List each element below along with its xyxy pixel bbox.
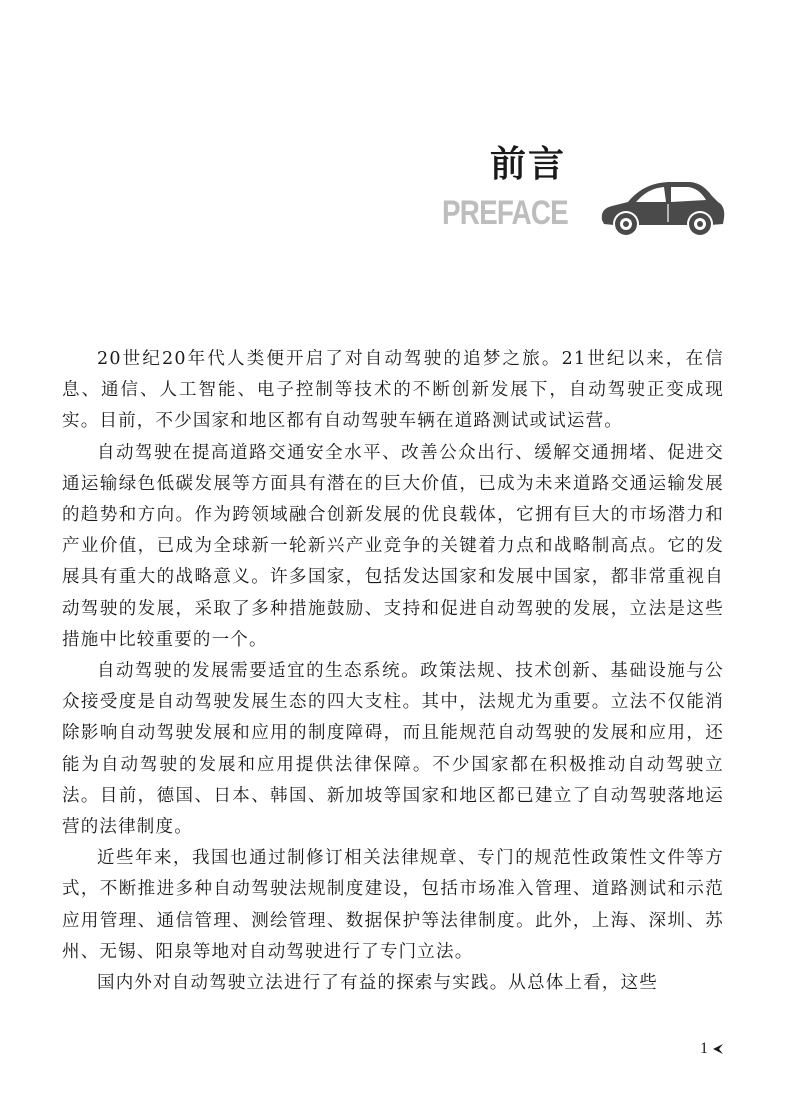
paragraph: 自动驾驶的发展需要适宜的生态系统。政策法规、技术创新、基础设施与公众接受度是自动驾驶发展生态的四大支柱。其中，法规尤为重要。立法不仅能消除影响自动驾驶发展和应用的制度障碍，而且能规范自动驾驶的发展和应用，还能为自动驾驶的发展和应用提供法律保障。不少国家都在积极推动自动驾驶立法。目前，德国、日本、韩国、新加坡等国家和地区都已建立了自动驾驶落地运营的法律制度。	[62, 661, 724, 838]
page-number: 1	[700, 1040, 708, 1057]
page-subtitle: PREFACE	[442, 194, 568, 232]
car-icon	[598, 178, 726, 238]
paragraph: 国内外对自动驾驶立法进行了有益的探索与实践。从总体上看，这些	[97, 973, 658, 994]
paragraph: 20世纪20年代人类便开启了对自动驾驶的追梦之旅。21世纪以来，在信息、通信、人工智能、电子控制等技术的不断创新发展下，自动驾驶正变成现实。目前，不少国家和地区都有自动驾驶车辆在道路测试或试运营。	[62, 349, 724, 432]
paragraph: 近些年来，我国也通过制修订相关法律规章、专门的规范性政策性文件等方式，不断推进多种自动驾驶法规制度建设，包括市场准入管理、道路测试和示范应用管理、通信管理、测绘管理、数据保护等法律制度。此外，上海、深圳、苏州、无锡、阳泉等地对自动驾驶进行了专门立法。	[62, 848, 724, 962]
paragraph: 自动驾驶在提高道路交通安全水平、改善公众出行、缓解交通拥堵、促进交通运输绿色低碳发展等方面具有潜在的巨大价值，已成为未来道路交通运输发展的趋势和方向。作为跨领域融合创新发展的优良载体，它拥有巨大的市场潜力和产业价值，已成为全球新一轮新兴产业竞争的关键着力点和战略制高点。它的发展具有重大的战略意义。许多国家，包括发达国家和发展中国家，都非常重视自动驾驶的发展，采取了多种措施鼓励、支持和促进自动驾驶的发展，立法是这些措施中比较重要的一个。	[62, 442, 724, 650]
page-title: 前言	[490, 144, 567, 185]
page-footer	[700, 1040, 724, 1058]
preface-body	[62, 344, 724, 999]
chapter-header	[0, 0, 790, 260]
left-arrow-icon	[711, 1043, 724, 1055]
